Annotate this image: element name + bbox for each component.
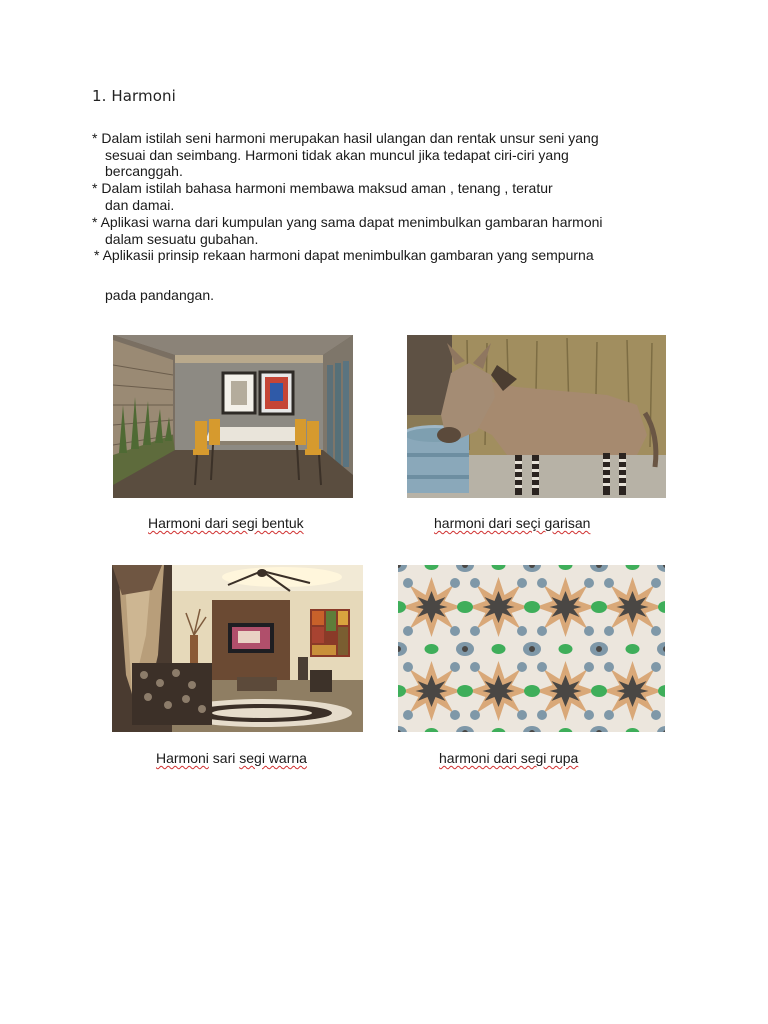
star-pattern-image — [398, 565, 665, 732]
caption-bentuk — [148, 515, 304, 531]
continuation-line — [105, 287, 705, 304]
bullet-3-line-1: * Aplikasi warna dari kumpulan yang sama dapat menimbulkan gambaran harmoni — [92, 214, 603, 230]
caption-warna — [156, 750, 307, 766]
caption-rupa — [439, 750, 578, 766]
bullet-3 — [92, 214, 692, 247]
caption-rupa-text: harmoni dari segi rupa — [439, 750, 579, 766]
bullet-2-line-1: * Dalam istilah bahasa harmoni membawa maksud aman , tenang , teratur — [92, 180, 553, 196]
bullet-1-line-1: * Dalam istilah seni harmoni merupakan hasil ulangan dan rentak unsur seni yang — [92, 130, 599, 146]
caption-warna-part-2: sari — [212, 750, 236, 766]
section-heading: 1. Harmoni — [92, 87, 176, 105]
dining-room-photo — [113, 335, 353, 498]
caption-warna-part-3: segi warna — [239, 750, 307, 766]
caption-warna-part-1: Harmoni — [156, 750, 209, 766]
bullet-2-line-2: dan damai. — [105, 196, 175, 213]
continuation-text: pada pandangan. — [105, 287, 214, 303]
zonkey-photo — [407, 335, 666, 498]
caption-garisan — [434, 515, 590, 531]
bullet-2 — [92, 180, 692, 213]
living-room-photo — [112, 565, 363, 732]
bullet-4 — [94, 247, 694, 264]
caption-garisan-text: harmoni dari seçi garisan — [434, 515, 591, 531]
bullet-4-line-1: * Aplikasii prinsip rekaan harmoni dapat menimbulkan gambaran yang sempurna — [94, 247, 594, 263]
bullet-1-line-2: sesuai dan seimbang. Harmoni tidak akan muncul jika tedapat ciri-ciri yang — [105, 146, 569, 163]
caption-bentuk-text: Harmoni dari segi bentuk — [148, 515, 304, 531]
bullet-3-line-2: dalam sesuatu gubahan. — [105, 230, 259, 247]
bullet-1 — [92, 130, 692, 180]
bullet-1-line-3: bercanggah. — [105, 163, 183, 179]
